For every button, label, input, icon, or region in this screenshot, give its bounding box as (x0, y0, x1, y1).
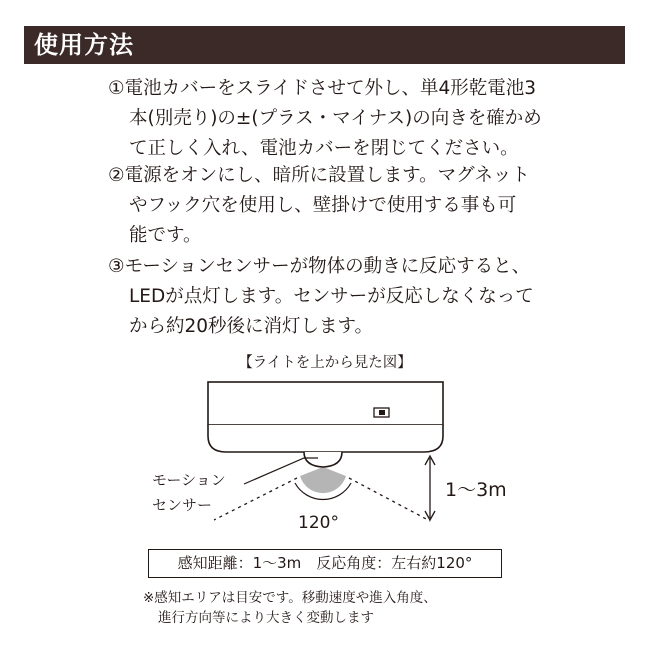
step-1-line-2: 本(別売り)の±(プラス・マイナス)の向きを確かめ (129, 108, 542, 129)
spec-text: 感知距離：1〜3m 反応角度：左右約120° (177, 554, 473, 572)
note-line-1: ※感知エリアは目安です。移動速度や進入角度、 (143, 590, 437, 606)
step-3-line-2: LEDが点灯します。センサーが反応しなくなって (129, 286, 534, 307)
section-header (24, 26, 625, 64)
step-3-line-3: から約20秒後に消灯します。 (129, 316, 374, 337)
step-1-line-3: て正しく入れ、電池カバーを閉じてください。 (129, 138, 519, 159)
step-3-line-1: ③モーションセンサーが物体の動きに反応すると、 (108, 256, 531, 277)
distance-label: 1〜3m (445, 479, 507, 501)
motion-sensor-dome (304, 452, 342, 467)
detection-area (300, 467, 346, 493)
step-2-line-1: ②電源をオンにし、暗所に設置します。マグネット (108, 165, 530, 186)
instruction-step-2 (108, 161, 553, 251)
detection-line-left (214, 478, 297, 520)
section-title: 使用方法 (34, 31, 134, 59)
note-line-2: 進行方向等により大きく変動します (158, 610, 374, 626)
note (143, 588, 563, 628)
detection-line-right (349, 478, 430, 521)
light-top-view-diagram (0, 375, 650, 545)
light-cover (208, 425, 443, 452)
spec-box (148, 549, 502, 578)
step-1-line-1: ①電池カバーをスライドさせて外し、単4形乾電池3 (108, 78, 537, 99)
power-switch-knob (379, 410, 385, 415)
angle-label: 120° (298, 513, 339, 533)
diagram-caption: 【ライトを上から見た図】 (238, 355, 412, 371)
step-2-line-3: 能です。 (129, 225, 202, 246)
sensor-label-line-1: モーション (152, 471, 226, 489)
instruction-step-3 (108, 252, 553, 342)
light-body (208, 382, 443, 425)
step-2-line-2: やフック穴を使用し、壁掛けで使用する事も可 (129, 195, 517, 216)
sensor-label-line-2: センサー (152, 496, 213, 514)
instruction-step-1 (108, 74, 553, 164)
